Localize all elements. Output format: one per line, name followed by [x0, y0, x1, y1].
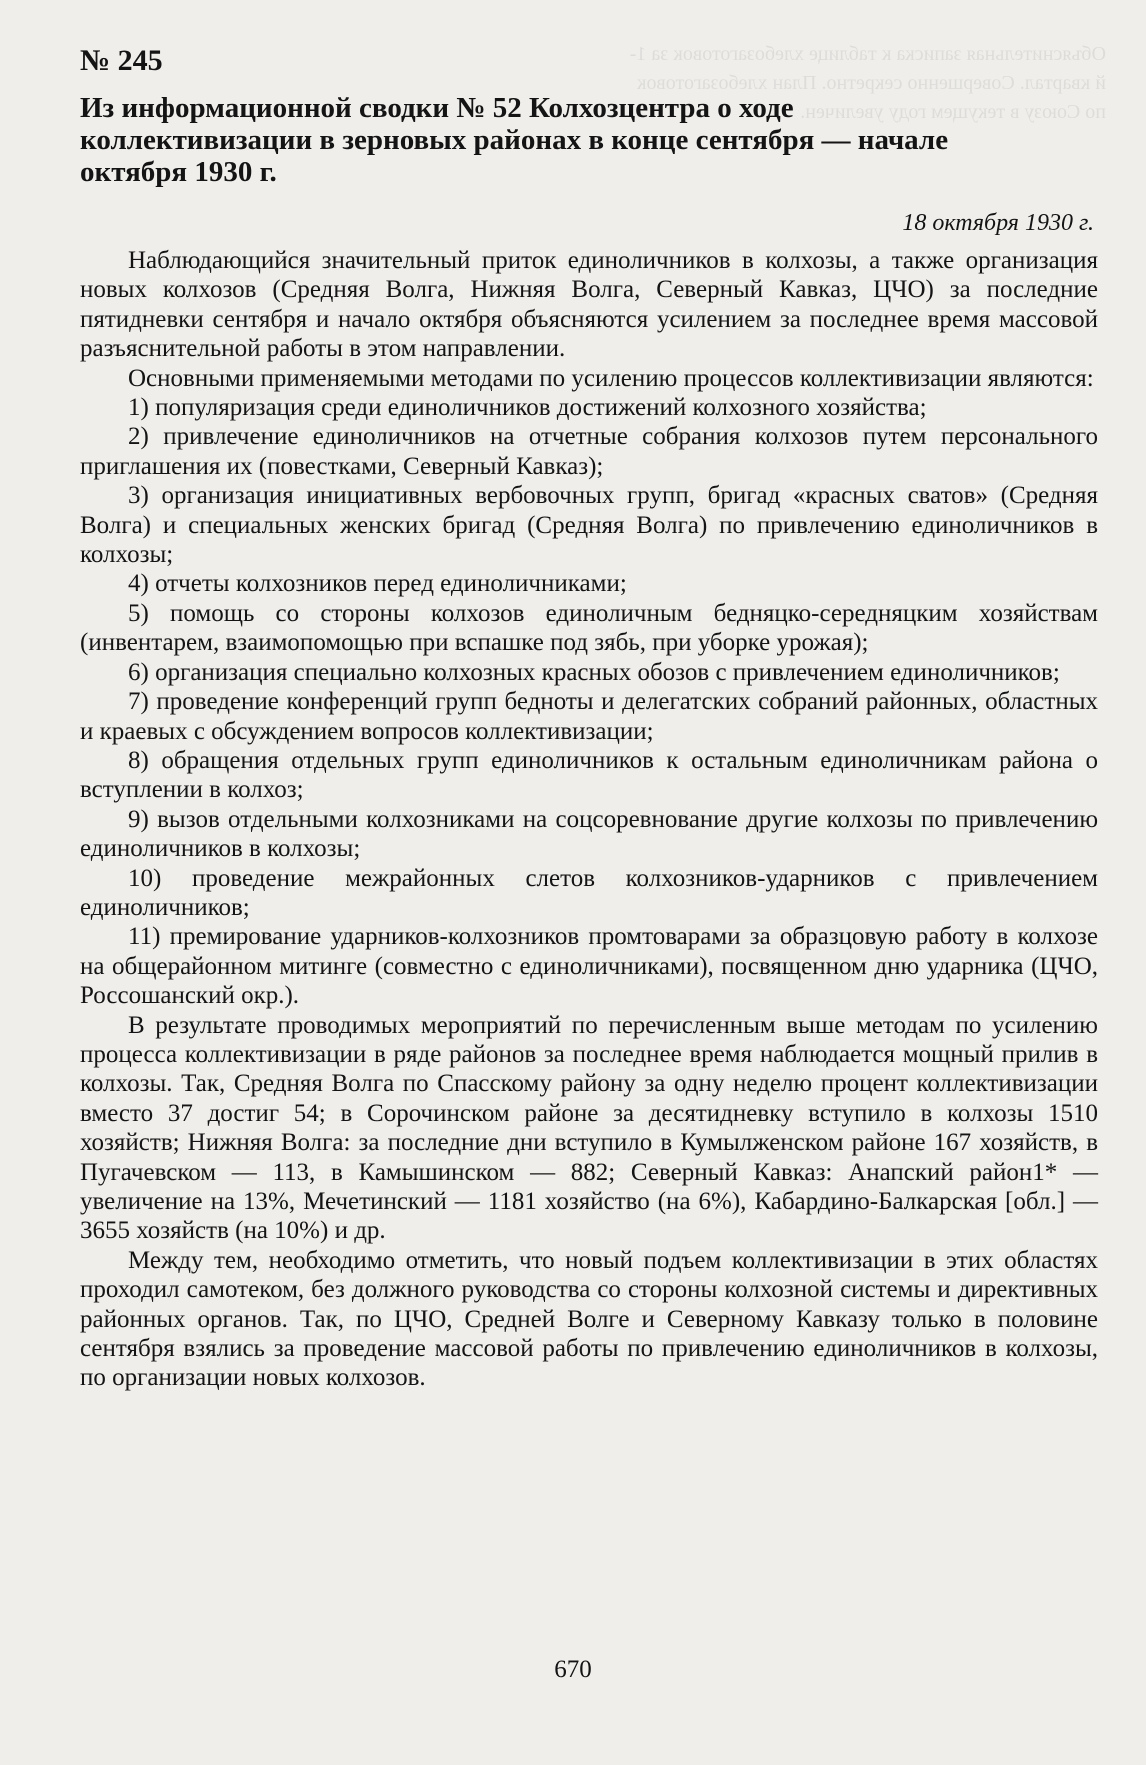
- list-item: 11) премирование ударников-колхозников промтоварами за образцовую работу в колхозе на общерайонном митинге (совместно с единоличниками), посвященном дню ударника (ЦЧО, Россошанский окр.).: [80, 923, 1098, 1010]
- list-item: 8) обращения отдельных групп единоличников к остальным единоличникам района о вступлении в колхоз;: [80, 746, 1098, 804]
- document-number: № 245: [80, 44, 163, 77]
- list-item: 3) организация инициативных вербовочных групп, бригад «красных сватов» (Средняя Волга) и специальных женских бригад (Средняя Волга) по привлечению единоличников в колхозы;: [80, 482, 1098, 569]
- list-item: 9) вызов отдельными колхозниками на соцсоревнование другие колхозы по привлечению единоличников в колхозы;: [80, 805, 1098, 863]
- bleed-through-text: Объяснительная записка к таблице хлебозаготовок за 1-й квартал. Совершенно секретно. План хлебозаготовок по Союзу в текущем году увеличен.: [629, 43, 1106, 123]
- paragraph: Наблюдающийся значительный приток единоличников в колхозы, а также организация новых колхозов (Средняя Волга, Нижняя Волга, Северный Кавказ, ЦЧО) за последние пятидневки сентября и начало октября объясняются усилением за последнее время массовой разъяснительной работы в этом направлении.: [80, 247, 1098, 363]
- list-item: 1) популяризация среди единоличников достижений колхозного хозяйства;: [128, 394, 927, 422]
- list-item: 10) проведение межрайонных слетов колхозников-ударников с привлечением единоличников;: [80, 864, 1098, 921]
- document-body: [80, 246, 1098, 1393]
- page-number: 670: [554, 1656, 592, 1683]
- list-item: 2) привлечение единоличников на отчетные собрания колхозов путем персонального приглашения их (повестками, Северный Кавказ);: [80, 423, 1098, 480]
- list-item: 5) помощь со стороны колхозов единоличным бедняцко-середняцким хозяйствам (инвентарем, взаимопомощью при вспашке под зябь, при уборке урожая);: [80, 599, 1098, 657]
- paragraph: В результате проводимых мероприятий по перечисленным выше методам по усилению процесса коллективизации в ряде районов за последнее время наблюдается мощный прилив в колхозы. Так, Средняя Волга по Спасскому району за одну неделю процент коллективизации вместо 37 достиг 54; в Сорочинском районе за десятидневку вступило в колхозы 1510 хозяйств; Нижняя Волга: за последние дни вступило в Кумылженском районе 167 хозяйств, в Пугачевском — 113, в Камышинском — 882; Северный Кавказ: Анапский район1* — увеличение на 13%, Мечетинский — 1181 хозяйство (на 6%), Кабардино-Балкарская [обл.] — 3655 хозяйств (на 10%) и др.: [80, 1011, 1098, 1245]
- document-title: Из информационной сводки № 52 Колхозцентра о ходе коллективизации в зерновых районах в конце сентября — начале октября 1930 г.: [80, 92, 949, 188]
- list-item: 4) отчеты колхозников перед единоличниками;: [128, 570, 627, 598]
- list-item: 6) организация специально колхозных красных обозов с привлечением единоличников;: [128, 658, 1060, 686]
- paragraph: Основными применяемыми методами по усилению процессов коллективизации являются:: [128, 364, 1094, 392]
- paragraph: Между тем, необходимо отметить, что новый подъем коллективизации в этих областях проходил самотеком, без должного руководства со стороны колхозной системы и директивных районных органов. Так, по ЦЧО, Средней Волге и Северному Кавказу только в половине сентября взялись за проведение массовой работы по привлечению единоличников в колхозы, по организации новых колхозов.: [80, 1246, 1098, 1392]
- list-item: 7) проведение конференций групп бедноты и делегатских собраний районных, областных и краевых с обсуждением вопросов коллективизации;: [80, 688, 1098, 745]
- document-date: 18 октября 1930 г.: [902, 210, 1094, 236]
